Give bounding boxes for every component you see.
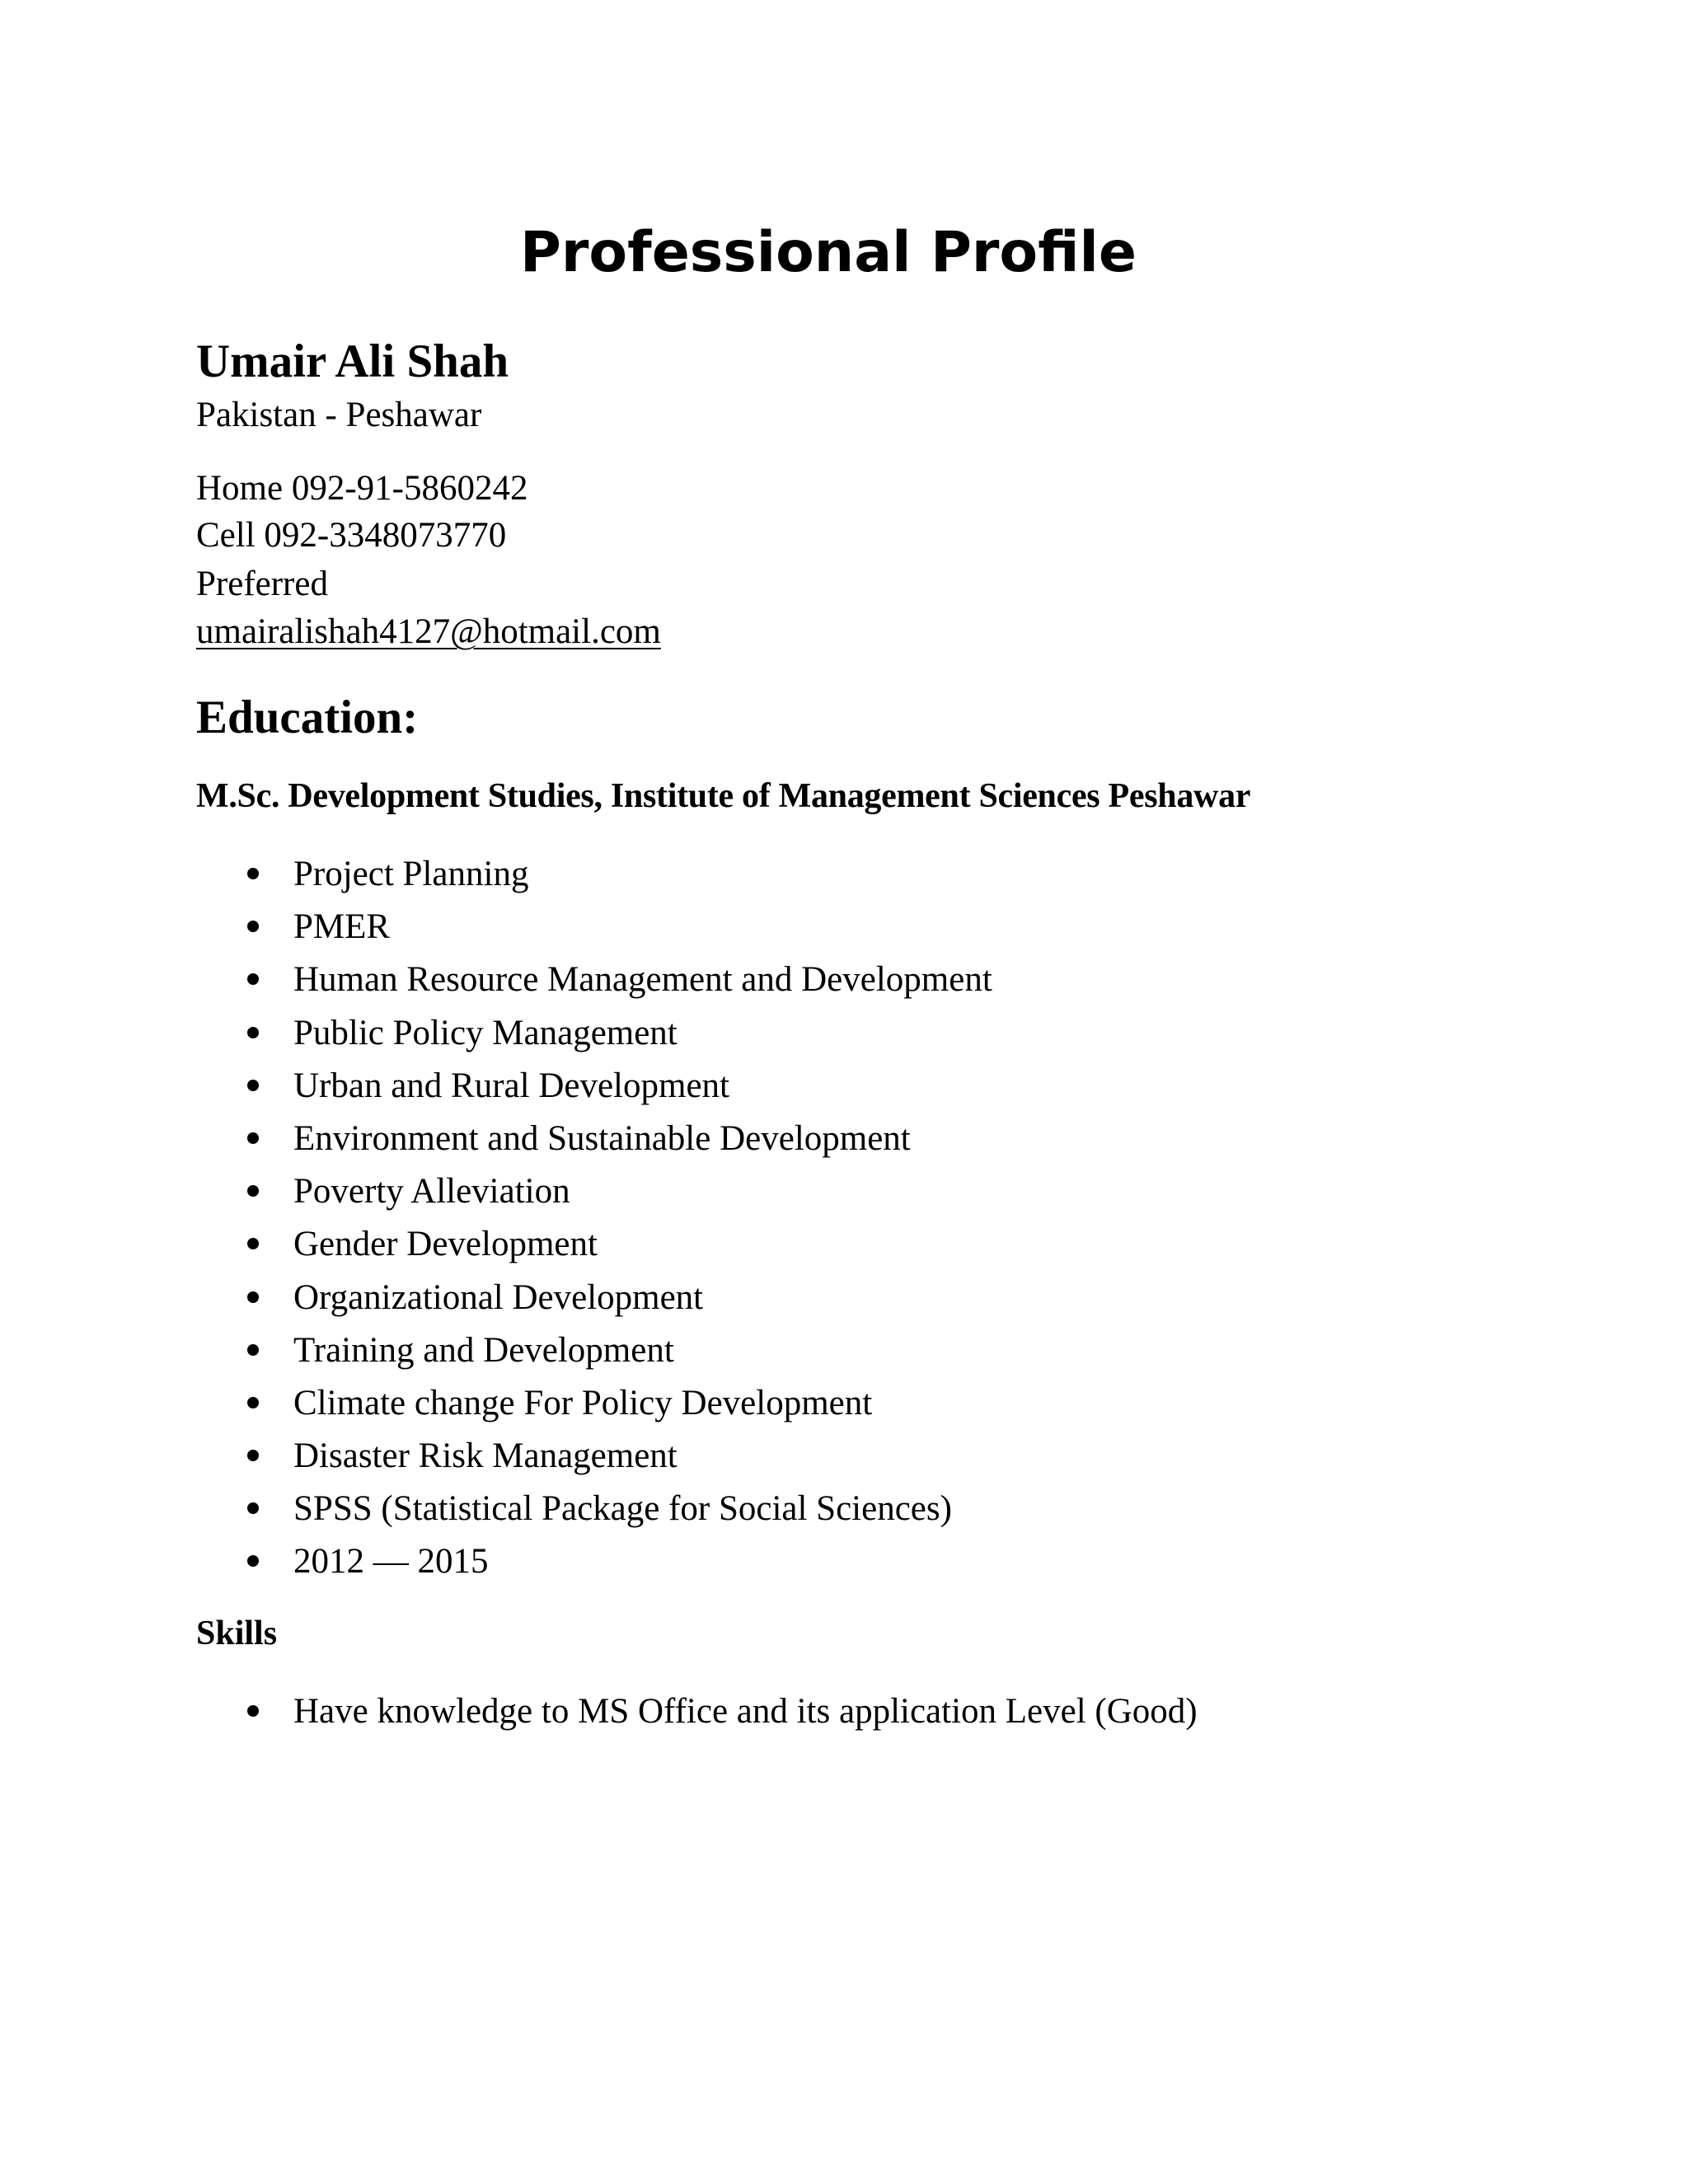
email-link[interactable]: umairalishah4127@hotmail.com	[196, 612, 661, 651]
bullet-icon	[247, 868, 259, 879]
bullet-icon	[247, 1397, 259, 1408]
bullet-icon	[247, 1502, 259, 1514]
home-phone: Home 092-91-5860242	[196, 469, 528, 508]
bullet-icon	[247, 1291, 259, 1303]
bullet-icon	[247, 1238, 259, 1249]
bullet-icon	[247, 1344, 259, 1356]
page-title: Professional Profile	[520, 220, 1137, 285]
location-text: Pakistan - Peshawar	[196, 396, 482, 434]
bullet-icon	[247, 1185, 259, 1197]
candidate-name: Umair Ali Shah	[196, 335, 509, 387]
skills-heading: Skills	[196, 1615, 278, 1652]
bullet-icon	[247, 921, 259, 932]
bullet-icon	[247, 1705, 259, 1717]
cell-phone: Cell 092-3348073770	[196, 516, 507, 555]
bullet-icon	[247, 1027, 259, 1038]
preferred-label: Preferred	[196, 565, 328, 603]
bullet-icon	[247, 1132, 259, 1144]
degree-title: M.Sc. Development Studies, Institute of Management Sciences Peshawar	[196, 777, 1251, 815]
bullet-icon	[247, 1080, 259, 1091]
bullet-icon	[247, 1450, 259, 1461]
education-heading: Education:	[196, 691, 419, 743]
bullet-icon	[247, 1555, 259, 1567]
bullet-icon	[247, 973, 259, 985]
